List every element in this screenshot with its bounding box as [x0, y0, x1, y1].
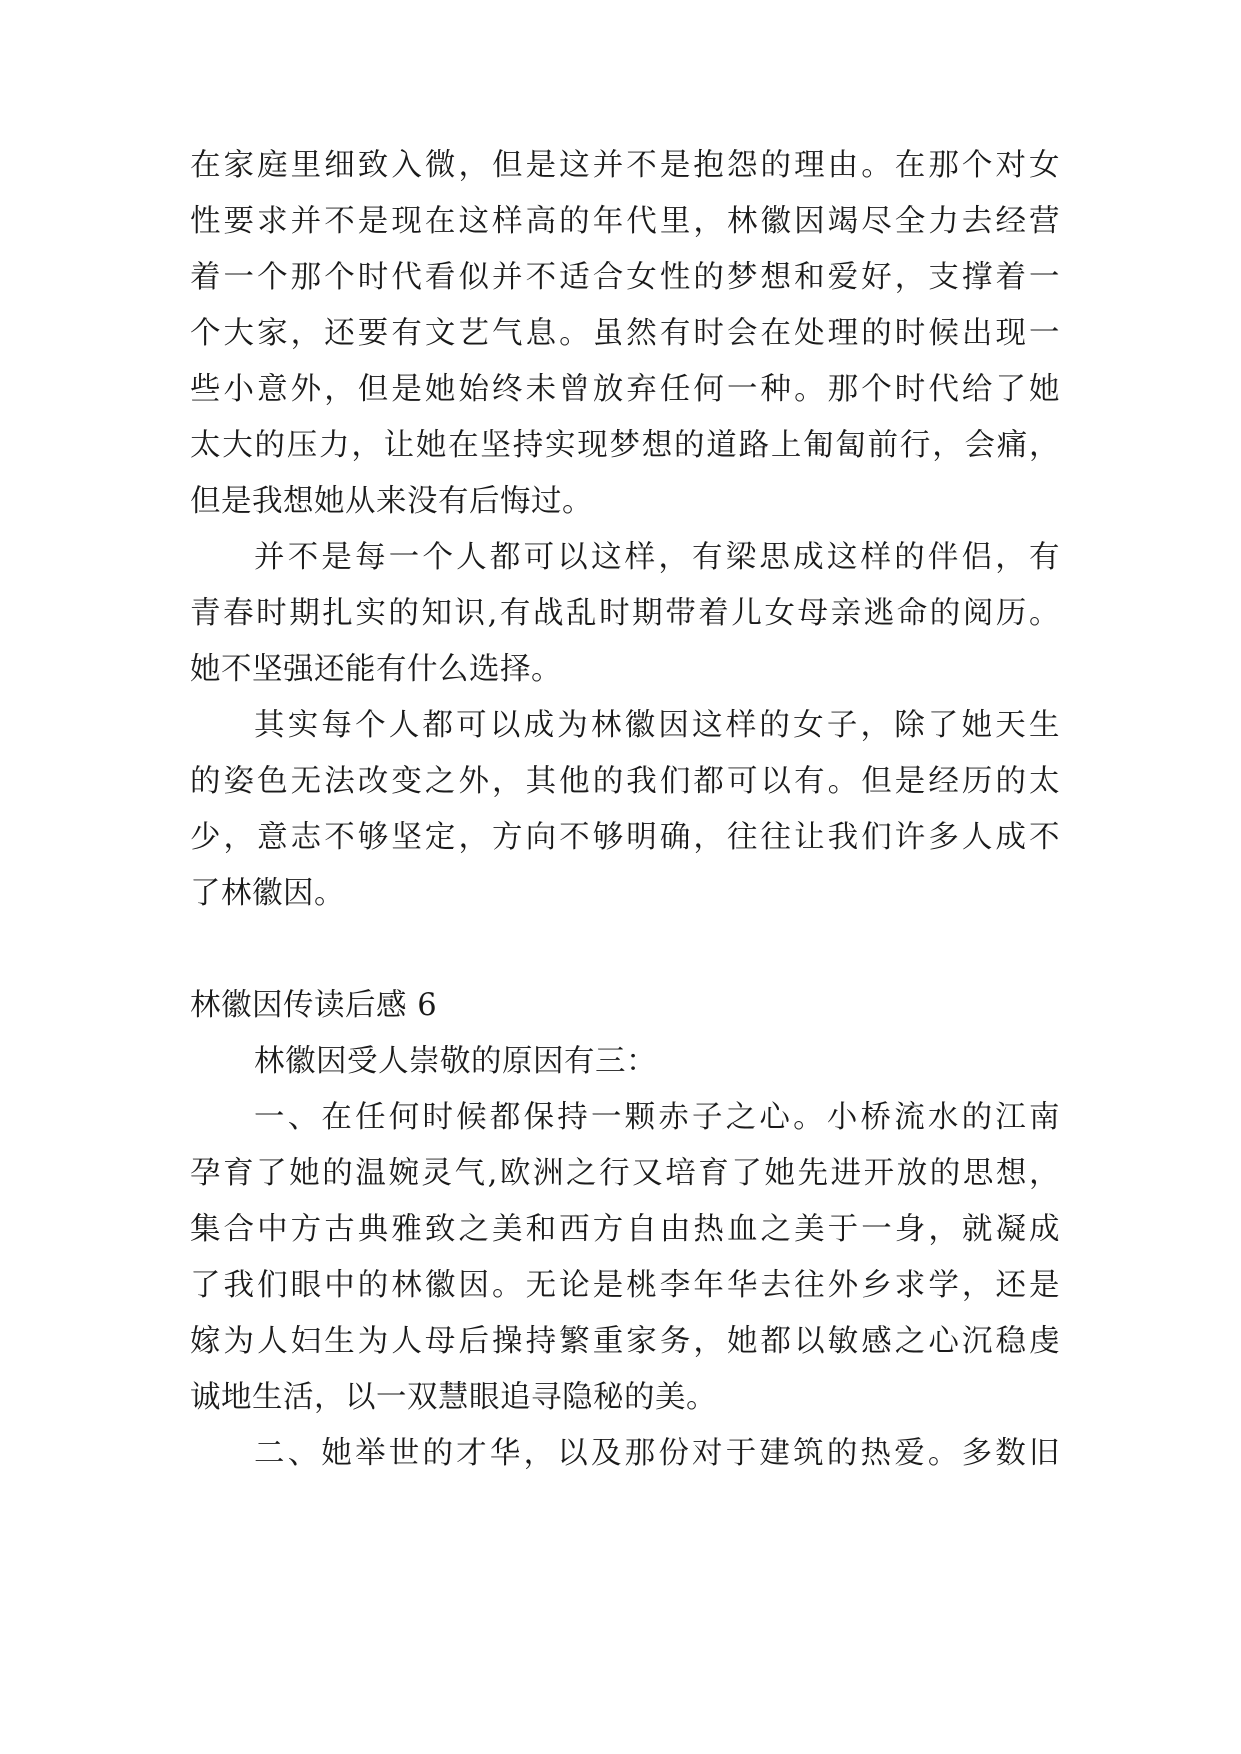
text-line: 她不坚强还能有什么选择。 [190, 652, 562, 687]
text-line: 诚地生活，以一双慧眼追寻隐秘的美。 [190, 1380, 717, 1415]
text-line: 了我们眼中的林徽因。无论是桃李年华去往外乡求学，还是 [190, 1268, 1060, 1303]
text-line: 并不是每一个人都可以这样，有梁思成这样的伴侣，有 [254, 540, 1060, 575]
text-line: 在家庭里细致入微，但是这并不是抱怨的理由。在那个对女 [190, 148, 1060, 183]
text-line: 个大家，还要有文艺气息。虽然有时会在处理的时候出现一 [190, 316, 1060, 351]
text-line: 孕育了她的温婉灵气,欧洲之行又培育了她先进开放的思想， [190, 1156, 1060, 1191]
text-line: 林徽因受人崇敬的原因有三： [254, 1044, 657, 1079]
text-line: 嫁为人妇生为人母后操持繁重家务，她都以敏感之心沉稳虔 [190, 1324, 1060, 1359]
text-line: 着一个那个时代看似并不适合女性的梦想和爱好，支撑着一 [190, 260, 1060, 295]
text-line: 但是我想她从来没有后悔过。 [190, 484, 593, 519]
text-line: 青春时期扎实的知识,有战乱时期带着儿女母亲逃命的阅历。 [190, 596, 1060, 631]
text-line: 性要求并不是现在这样高的年代里，林徽因竭尽全力去经营 [190, 204, 1060, 239]
text-line: 些小意外，但是她始终未曾放弃任何一种。那个时代给了她 [190, 372, 1060, 407]
section-heading: 林徽因传读后感 6 [190, 988, 438, 1023]
text-line: 了林徽因。 [190, 876, 345, 911]
text-line: 一、在任何时候都保持一颗赤子之心。小桥流水的江南 [254, 1100, 1060, 1135]
text-line: 其实每个人都可以成为林徽因这样的女子，除了她天生 [254, 708, 1060, 743]
text-line: 少，意志不够坚定，方向不够明确，往往让我们许多人成不 [190, 820, 1060, 855]
text-line: 集合中方古典雅致之美和西方自由热血之美于一身，就凝成 [190, 1212, 1060, 1247]
text-line: 二、她举世的才华，以及那份对于建筑的热爱。多数旧 [254, 1436, 1060, 1471]
text-line: 太大的压力，让她在坚持实现梦想的道路上匍匐前行，会痛， [190, 428, 1060, 463]
text-line: 的姿色无法改变之外，其他的我们都可以有。但是经历的太 [190, 764, 1060, 799]
